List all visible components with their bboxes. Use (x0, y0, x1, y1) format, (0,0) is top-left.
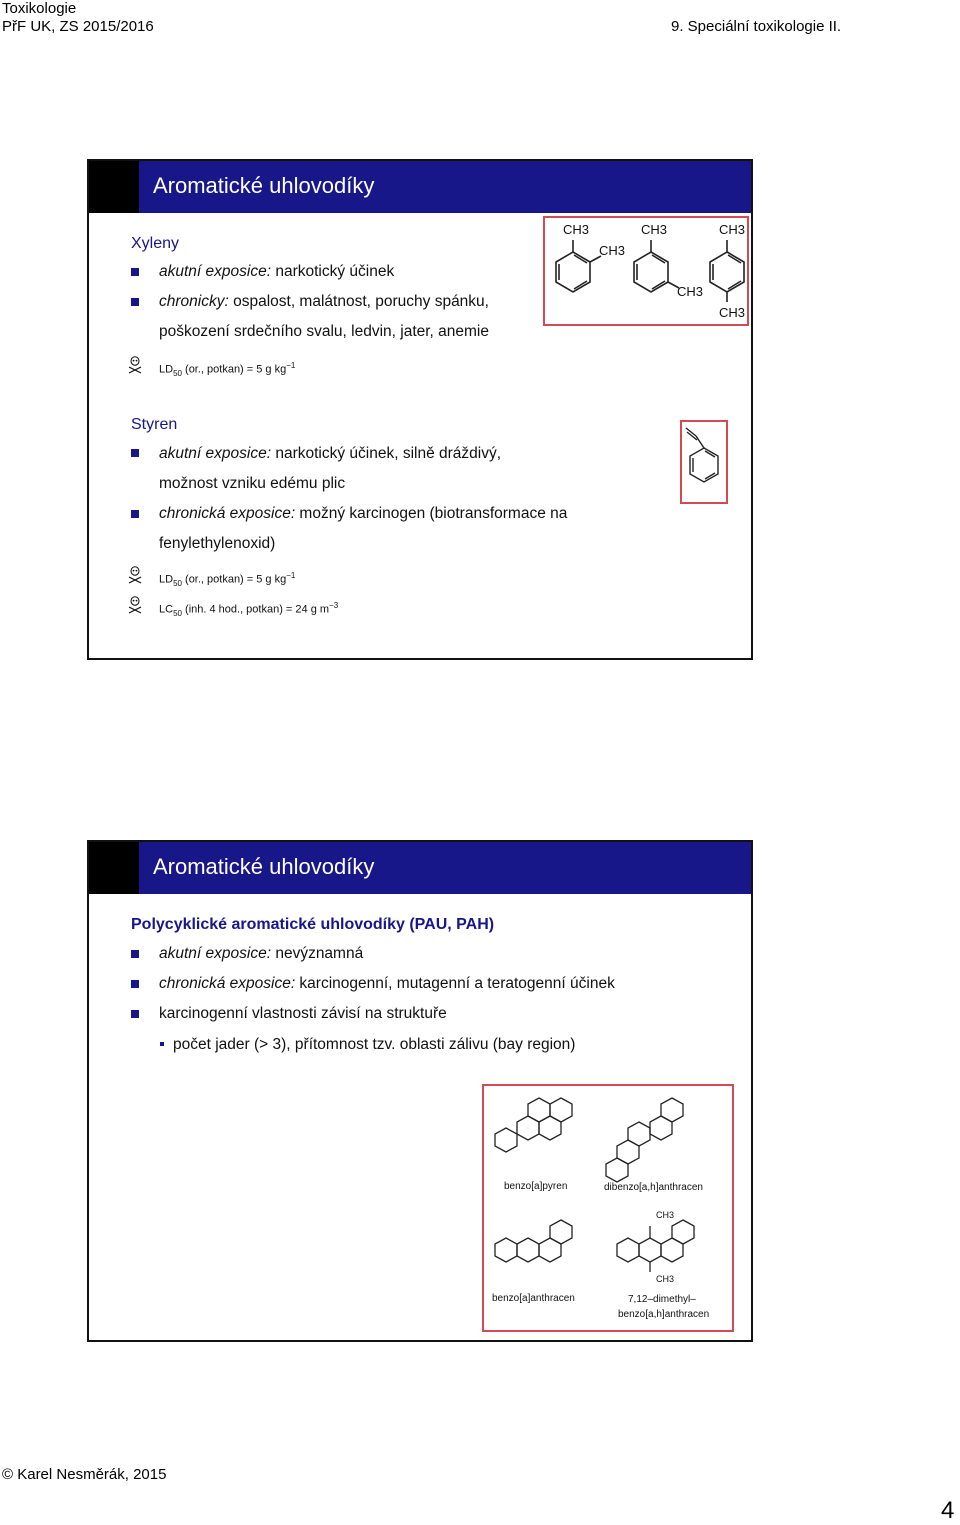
pah-item-acute: akutní exposice: nevýznamná (159, 945, 364, 962)
faculty-semester: PřF UK, ZS 2015/2016 (2, 18, 154, 35)
xyleny-item-chronic: chronicky: ospalost, malátnost, poruchy spánku, (159, 293, 489, 310)
structure-label-dibenzo-a-h-anthracen: dibenzo[a,h]anthracen (604, 1182, 703, 1193)
xyleny-heading: Xyleny (131, 235, 180, 252)
title-bar-accent (89, 842, 139, 894)
bullet-square (131, 449, 139, 457)
slide-2 (87, 840, 753, 1342)
pah-subitem-rings: počet jader (> 3), přítomnost tzv. oblasti zálivu (bay region) (173, 1036, 576, 1053)
bullet-square (131, 268, 139, 276)
methyl-label: CH3 (719, 305, 746, 320)
pah-heading: Polycyklické aromatické uhlovodíky (PAU, PAH) (131, 916, 495, 933)
xyleny-item-chronic-cont: poškození srdečního svalu, ledvin, jater, anemie (159, 323, 489, 340)
xylene-structures-image (543, 216, 749, 326)
styren-item-acute-cont: možnost vzniku edému plic (159, 475, 346, 492)
structure-label-benzo-a-anthracen: benzo[a]anthracen (492, 1293, 575, 1304)
slide-1-title-bar (89, 161, 751, 213)
course-title: Toxikologie (2, 0, 77, 17)
skull-crossbones-icon (127, 596, 143, 614)
styren-ld50: $LD_{50}$ (or., potkan) = 5 g $kg^{-1}$ (159, 571, 296, 588)
structure-label-dimethyl-line2: benzo[a,h]anthracen (618, 1309, 710, 1320)
slide-2-title-bar (89, 842, 751, 894)
lecture-title: 9. Speciální toxikologie II. (671, 18, 842, 35)
skull-crossbones-icon (127, 356, 143, 374)
pah-item-structure: karcinogenní vlastnosti závisí na struktuře (159, 1005, 447, 1022)
page-number: 4 (941, 1497, 955, 1524)
structure-label-dimethyl-line1: 7,12–dimethyl– (628, 1294, 696, 1305)
methyl-label: CH3 (563, 222, 590, 237)
methyl-label: CH3 (641, 222, 668, 237)
methyl-label: CH3 (656, 1274, 675, 1284)
bullet-square (131, 1010, 139, 1018)
skull-crossbones-icon (127, 566, 143, 584)
methyl-label: CH3 (719, 222, 746, 237)
bullet-square (131, 980, 139, 988)
copyright: © Karel Nesměrák, 2015 (2, 1466, 167, 1483)
xyleny-ld50: $LD_{50}$ (or., potkan) = 5 g $kg^{-1}$ (159, 361, 296, 378)
bullet-square (131, 298, 139, 306)
slide-1-title: Aromatické uhlovodíky (153, 173, 375, 198)
xyleny-item-acute: akutní exposice: narkotický účinek (159, 263, 395, 280)
methyl-label: CH3 (677, 284, 704, 299)
title-bar-accent (89, 161, 139, 213)
styren-heading: Styren (131, 416, 178, 433)
bullet-square (131, 950, 139, 958)
bullet-square (131, 510, 139, 518)
sub-bullet-square (160, 1042, 164, 1046)
styren-item-chronic: chronická exposice: možný karcinogen (biotransformace na (159, 505, 568, 522)
methyl-label: CH3 (599, 243, 626, 258)
styrene-structure-image (680, 420, 728, 504)
styren-lc50: $LC_{50}$ (inh. 4 hod., potkan) = 24 g $m^{-3}$ (159, 601, 339, 618)
slide-2-title: Aromatické uhlovodíky (153, 854, 375, 879)
structure-label-benzo-a-pyren: benzo[a]pyren (504, 1181, 568, 1192)
pah-item-chronic: chronická exposice: karcinogenní, mutagenní a teratogenní účinek (159, 975, 615, 992)
styren-item-chronic-cont: fenylethylenoxid) (159, 535, 276, 552)
styren-item-acute: akutní exposice: narkotický účinek, silně dráždivý, (159, 445, 502, 462)
methyl-label: CH3 (656, 1210, 675, 1220)
pah-structures-image (482, 1084, 734, 1332)
slide-1 (87, 159, 753, 660)
